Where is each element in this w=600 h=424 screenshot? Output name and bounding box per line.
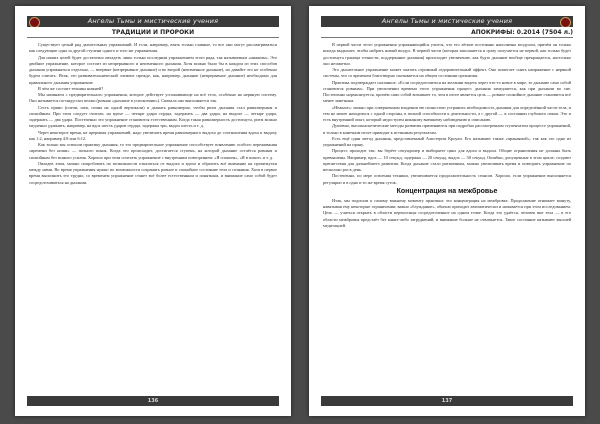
paragraph: В чём же состоит техника нижней? [38,85,104,91]
page-number: 136 [27,396,279,406]
paragraph: «Нежное»: можно при совершенном владении ею полностью устранить необходимость дыхания для определённой части тела, и тем не менее находиться с одной стороны, в полной способности к деятельности, а с другой — в состоянии глубокого покоя. Это и есть внутренний опыт, который недоступен никакому внешнему наблюдению и описанию. [323,104,571,122]
running-header-text: Ангелы Тьмы и мистические учения [381,17,513,25]
running-header-text: Ангелы Тьмы и мистические учения [87,17,219,25]
paragraph: Овладев этим, можно попробовать по возможности отказаться от выдоха и вдоха и обратить всё внимание на промежутки между ними. Во время упражнения нужно по возможности сохранять ровное и спокойное состояние тела и сознания. Хотя в первое время выполнить это трудно, со временем упражнение станет всё более естественным и понятным, и внимание само собой будет сосредоточиваться на дыхании. [29,160,277,185]
right-page [309,6,585,416]
paragraph: Как только мы освоили практику дыхания, то это предварительное упражнение способствует появлению особого переживания «времени без ноши» — полного покоя. Когда это происходит, достигается ступень, на которой дыхание остаётся ровным и спокойным без всякого усилия. Хорошо при этом сочетать упражнение с внутренним повторением: «Я спокоен», «Я в покое» и т. д. [29,142,277,160]
paragraph: Сесть прямо (плечи, шея, спина на одной вертикали) и дышать равномерно, чтобы ритм дыхания стал равномерным и спокойным. При этом следует считать: на вдохе — четыре удара сердца, задержать — два удара, на выдохе — четыре удара, задержать — два удара. Постепенно это упражнение становится естественным. Когда такая равномерность достигнута, ритм можно медленно удлинять, например, на вдох шесть ударов сердца, задержка три, выдох шесть и т. д. [29,104,277,129]
running-header [321,16,573,27]
body-text [29,42,277,388]
body-text [323,42,571,388]
section-title: ТРАДИЦИИ И ПРОРОКИ [27,29,279,38]
section-title: АПОКРИФЫ: 0.2014 (7504 л.) [321,29,573,38]
paragraph: В первой части этого упражнения упражняющийся учится, что его лёгкие постоянно наполнены воздухом, причём он только иногда выдыхает, чтобы набрать новый воздух. В первой части (которая заполняется и сразу получается не первой, как только будет достигнута граница точности, поддержание дыхания) происходит увеличение, как будто дыхание вообще прекращается, настолько оно незаметно. [323,42,571,66]
paragraph: Существует целый ряд дыхательных упражнений. И если, например, взять только главные, то все они могут рассматриваться как следующие одна за другой ступени одного и того же упражнения. [29,42,277,54]
paragraph: Мы начинаем с предварительного упражнения, которое действует успокаивающе на всё тело, особенно на нервную систему. Оно называется по-индусски пелаш (ровная «дыхание в успокоении»). Сначала оно выполняется так. [29,92,277,104]
paragraph: Есть ещё один метод дыхания, представленный Алистером Кроули. Его называют также «пранаямой», так как это одно из упражнений на прану. [323,135,571,147]
paragraph: Через некоторое время, не прерывая упражнений, надо увеличить время равномерного выдоха до соотношения вдоха к выдоху как 1:2, например 4:8 или 6:12. [29,129,277,141]
paragraph: Итак, мы подошли к самому важному моменту практики: это концентрация на межбровье. Продолжение отнимает минуту, навязывая ему некоторые ограничения: важно «блуждание», обычно приходит автоматически и называется при этом исследованием. Цель — учиться открыть в области переносицы сосредоточенное на одном точке. Когда это удаётся, человек вне тела — в его области межбровья предстаёт без каких-либо затруднений, и внимание больше не отвлекается. Такое состояние называют высшей медитацией. [323,197,571,228]
paragraph: Душевно, высокоаскетические методы развития применяются при подробно рассмотренном ступенчатом процессе упражнений, и только в конечном итоге приводят к истинным результатам. [323,123,571,135]
ornament-icon [29,17,40,27]
paragraph: Процесс проходит так: вы берёте секундомер и выбираете цикл для вдоха и выдоха. Общие ограничения не должны быть превышены. Например, вдох — 10 секунд, задержка — 20 секунд, выдох — 30 секунд. Ошибки, допущенные в этом цикле, создают препятствия для дальнейшего развития. Когда дыхание стало ритмичным, можно увеличивать время и повторять упражнение по несколько раз в день. [323,148,571,172]
paragraph: Для наших целей будет достаточно овладеть лишь только последним упражнением этого ряда, так называемым «нижним». Это двойное упражнение, которое состоит из непрерывного и неизменного дыхания. Хотя можно было бы в каждом из этих способов дыхания упражняться отдельно, — впервые (непрерывное дыхание) и во второй (неизменное дыхание), но давайте это не особенно будем считать. Итак, это развивательнический элемент прежде, как, например, дыхание (непрерывное дыхание) необходимо для правильного дыхания упражнение. [29,54,277,85]
left-page [15,6,291,416]
ornament-icon [560,17,571,27]
page-number: 137 [321,396,573,406]
paragraph: Постепенно, по мере освоения техники, увеличивается продолжительность сеансов. Хорошо, если упражнение выполняется регулярно и в одно и то же время суток. [323,173,571,185]
paragraph: Это дыхательное упражнение может оказать огромный оздоровительный эффект. Оно помогает снять напряжение с нервной системы, что со временем благотворно сказывается на общем состоянии организма. [323,67,571,79]
running-header [27,16,279,27]
chapter-subheading: Концентрация на межбровье [396,187,498,195]
paragraph: Практика подтверждает сказанное. «Если сосредоточиться на желании видеть через что-то новое в мире, то дыхание само собой становится ровным». При увеличении времени этого упражнения процесс дыхания замедляется, как при дыхании во сне. Постепенно нормализуется, причём само собой возникает то, чем в итоге является цель — ровное спокойное дыхание становится всё менее заметным. [323,79,571,104]
